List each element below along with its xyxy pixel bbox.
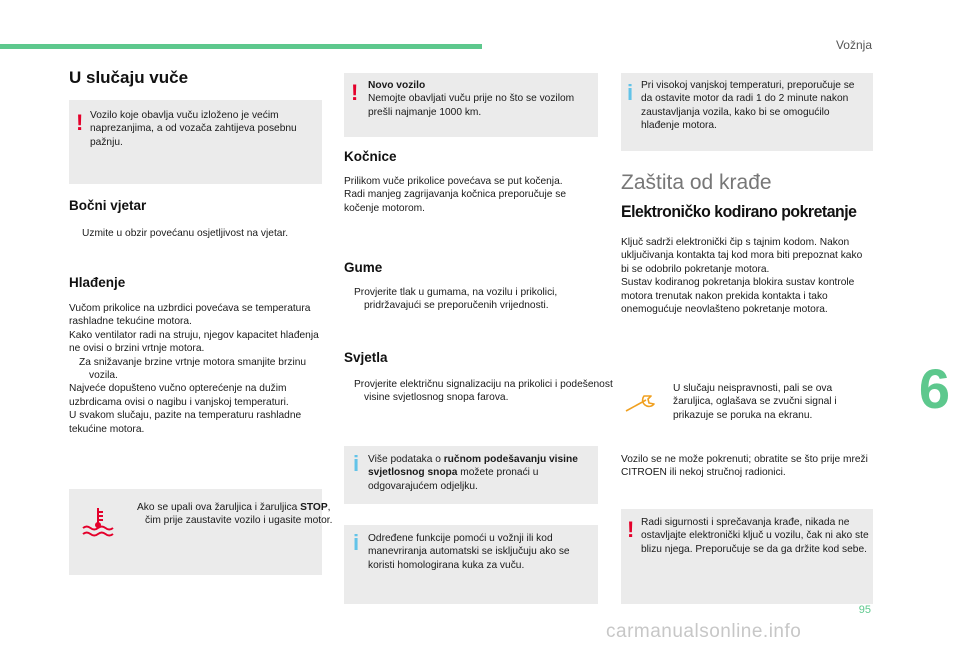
- bullet-text: Provjerite električnu signalizaciju na prikolici i podešenost visine svjetlosnog snopa farova.: [354, 379, 613, 404]
- tyres-bullet: [344, 286, 596, 313]
- coolant-temperature-icon: [81, 505, 115, 539]
- fault-text: U slučaju neispravnosti, pali se ova žaruljica, oglašava se zvučni signal i prikazuje se poruka na ekranu.: [673, 383, 837, 421]
- new-vehicle-body: Nemojte obavljati vuču prije no što se vozilom prešli najmanje 1000 km.: [368, 93, 575, 118]
- info-text-a: Više podataka o: [368, 454, 444, 465]
- coolant-text-a: Ako se upali ova žaruljica i žaruljica: [137, 502, 301, 513]
- section-accent-bar: [0, 44, 482, 49]
- stop-label: STOP: [300, 502, 328, 513]
- crosswind-heading: Bočni vjetar: [69, 198, 147, 213]
- section-label: Vožnja: [835, 38, 872, 52]
- bullet-text: Provjerite tlak u gumama, na vozilu i prikolici, pridržavajući se preporučenih vrijednosti.: [354, 287, 558, 312]
- cooling-body: [69, 302, 319, 436]
- info-icon: i: [627, 80, 634, 105]
- immobiliser-paragraph: Sustav kodiranog pokretanja blokira sustav kontrole motora trenutak nakon prekida kontakta i tako onemogućuje neovlašteno pokretanje motora.: [621, 277, 855, 316]
- bullet-text: Za snižavanje brzine vrtnje motora smanjite brzinu vozila.: [79, 356, 307, 382]
- info-text-b: možete pronaći u odgovarajućem odjeljku.: [368, 467, 539, 492]
- new-vehicle-text: [368, 79, 588, 119]
- warning-icon: !: [76, 110, 84, 135]
- brakes-paragraph: Radi manjeg zagrijavanja kočnica preporučuje se kočenje motorom.: [344, 189, 566, 214]
- info-icon: i: [353, 451, 360, 476]
- theft-heading: Zaštita od krađe: [621, 171, 772, 194]
- brakes-paragraph: Prilikom vuče prikolice povećava se put kočenja.: [344, 176, 563, 187]
- page-title: U slučaju vuče: [69, 68, 189, 87]
- immobiliser-body: [621, 236, 866, 316]
- key-warning-text: Radi sigurnosti i sprečavanja krađe, nikada ne ostavljajte elektronički ključ u vozilu, čak ni ako ste blizu njega. Preporučuje se da ga držite kod sebe.: [641, 517, 869, 555]
- coolant-text-b: , čim prije zaustavite vozilo i ugasite motor.: [145, 502, 333, 527]
- info-towbar-text: Određene funkcije pomoći u vožnji ili kod manevriranja automatski se isključuju ako se koristi homologirana kuka za vuču.: [368, 533, 570, 571]
- warning-icon: !: [627, 517, 635, 542]
- cooling-paragraph: Najveće dopušteno vučno opterećenje na dužim uzbrdicama ovisi o nagibu i vanjskoj temperaturi.: [69, 383, 289, 408]
- hot-weather-text: Pri visokoj vanjskoj temperaturi, preporučuje se da ostavite motor da radi 1 do 2 minute nakon zaustavljanja vozila, kako bi se omogućilo hlađenje motora.: [641, 80, 855, 132]
- immobiliser-heading: Elektroničko kodirano pokretanje: [621, 202, 857, 221]
- bullet-text: Uzmite u obzir povećanu osjetljivost na vjetar.: [82, 228, 289, 239]
- info-box-towbar: [344, 525, 598, 604]
- coolant-warning-box: [69, 489, 333, 575]
- brakes-body: [344, 175, 596, 215]
- info-box-headlamp: [344, 446, 598, 504]
- watermark: carmanualsonline.info: [606, 621, 802, 642]
- cooling-paragraph: Vučom prikolice na uzbrdici povećava se temperatura rashladne tekućine motora.: [69, 303, 311, 328]
- immobiliser-paragraph: Ključ sadrži elektronički čip s tajnim kodom. Nakon uključivanja kontakta taj kod mora biti prepoznat kako bi se odobrilo pokretanje motora.: [621, 237, 863, 275]
- cooling-paragraph: Kako ventilator radi na struju, njegov kapacitet hlađenja ne ovisi o brzini vrtnje motora.: [69, 329, 319, 355]
- info-box-hot-weather: [621, 73, 873, 151]
- crosswind-bullet: [69, 227, 329, 240]
- warning-box-key: [621, 509, 873, 604]
- info-headlamp-text: [368, 453, 590, 493]
- cooling-paragraph: U svakom slučaju, pazite na temperaturu rashladne tekućine motora.: [69, 410, 302, 435]
- cooling-heading: Hlađenje: [69, 275, 126, 290]
- info-text-bold: ručnom podešavanju visine svjetlosnog snopa: [368, 454, 578, 479]
- info-icon: i: [353, 530, 360, 555]
- new-vehicle-warning-box: [344, 73, 598, 137]
- brakes-heading: Kočnice: [344, 149, 397, 164]
- no-start-text: Vozilo se ne može pokrenuti; obratite se što prije mreži CITROEN ili nekoj stručnoj radionici.: [621, 454, 868, 479]
- tyres-heading: Gume: [344, 260, 383, 275]
- warning-box-towing: [69, 100, 322, 184]
- chapter-number: 6: [918, 357, 950, 420]
- cooling-bullet: [69, 356, 319, 383]
- warning-icon: !: [351, 80, 359, 105]
- lights-bullet: [344, 378, 619, 405]
- coolant-warning-text: [125, 501, 340, 528]
- lights-heading: Svjetla: [344, 350, 388, 365]
- new-vehicle-title: Novo vozilo: [368, 80, 426, 91]
- page-number: 95: [858, 604, 871, 616]
- warning-text: Vozilo koje obavlja vuču izloženo je većim naprezanjima, a od vozača zahtijeva posebnu pažnju.: [90, 110, 297, 148]
- wrench-service-icon: [624, 392, 662, 414]
